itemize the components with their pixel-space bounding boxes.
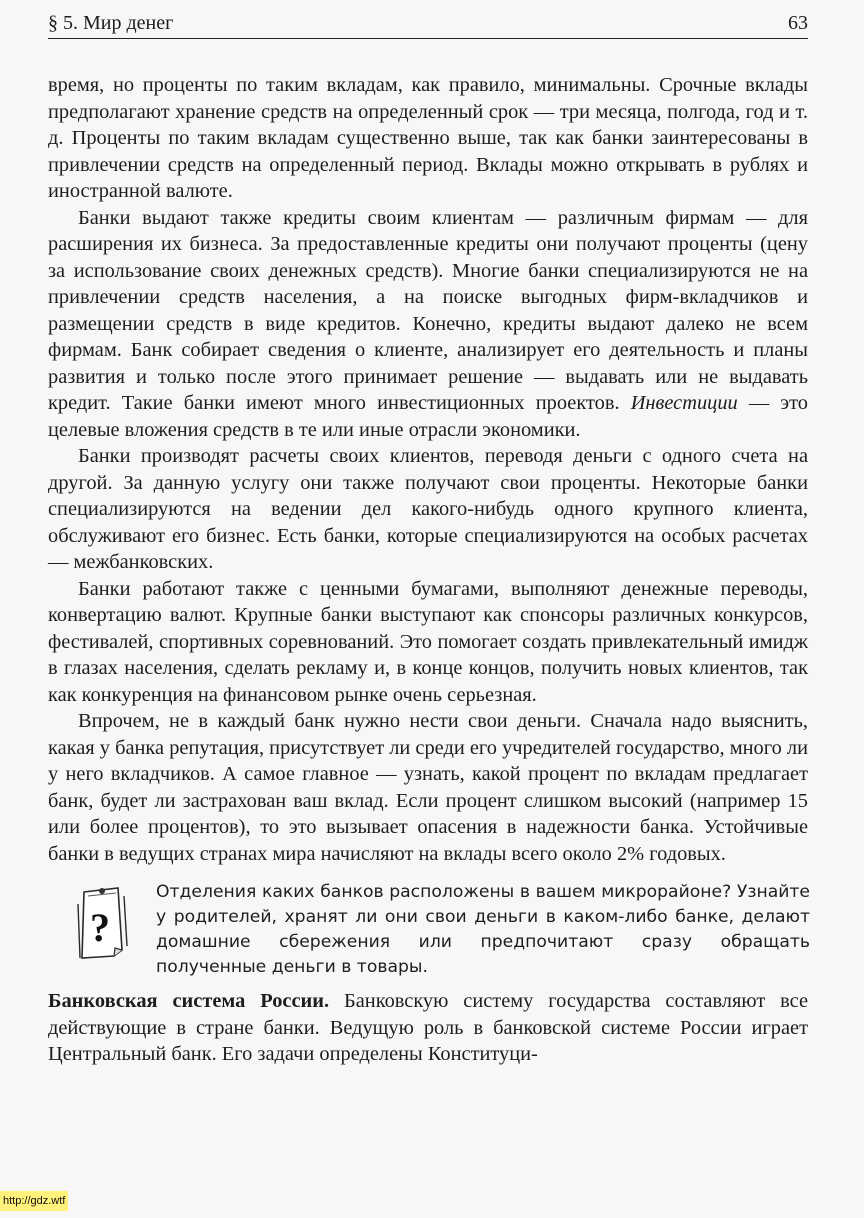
page-header: [48, 8, 808, 39]
banking-system-heading: Банковская система России.: [48, 990, 330, 1012]
question-mark-symbol: ?: [90, 905, 110, 950]
question-block: [48, 880, 808, 978]
section-title: § 5. Мир денег: [48, 12, 174, 34]
paragraph-credits: [48, 205, 808, 444]
paragraph-securities: Банки работают также с ценными бумагами, выполняют денежные переводы, конвертацию валют. Крупные банки выступают как спонсоры различных конкурсов, фестивалей, спортивных соревнований. Это помогает создать привлекательный имидж в глазах населения, сделать рекламу и, в конце концов, получить новых клиентов, так как конкуренция на финансовом рынке очень серьезная.: [48, 577, 808, 706]
paragraph-reputation: Впрочем, не в каждый банк нужно нести свои деньги. Сначала надо выяснить, какая у банка репутация, присутствует ли среди его учредителей государство, много ли у него вкладчиков. А самое главное — узнать, какой процент по вкладам предлагает банк, будет ли застрахован ваш вклад. Если процент слишком высокий (например 15 или более процентов), то это вызывает опасения в надежности банка. Устойчивые банки в ведущих странах мира начисляют на вклады всего около 2% годовых.: [48, 710, 808, 865]
question-note-icon: [70, 884, 132, 962]
paragraph-banking-system: [48, 988, 808, 1068]
watermark-link[interactable]: http://gdz.wtf: [0, 1191, 68, 1211]
question-text: Отделения каких банков расположены в вашем микрорайоне? Узнайте у родителей, хранят ли они свои деньги в каком-либо банке, делают домашние сбережения или предпочитают сразу обращать полученные деньги в товары.: [156, 882, 810, 977]
paragraph-settlements: Банки производят расчеты своих клиентов, переводя деньги с одного счета на другой. За данную услугу они также получают свои проценты. Некоторые банки специализируются на ведении дел какого-нибудь одного крупного клиента, обслуживают его бизнес. Есть банки, которые специализируются на особых расчетах — межбанковских.: [48, 445, 808, 573]
page-number: 63: [788, 12, 808, 34]
banking-system-text: Банковскую систему государства составляют все действующие в стране банки. Ведущую роль в банковской системе России играет Центральный банк. Его задачи определены Конституци-: [48, 990, 808, 1065]
term-investments: Инвестиции: [630, 392, 738, 414]
page-body: [48, 72, 808, 1068]
paragraph-credits-text: Банки выдают также кредиты своим клиентам — различным фирмам — для расширения их бизнеса. За предоставленные кредиты они получают проценты (цену за использование своих денежных средств). Многие банки специализируются не на привлечении средств населения, а на поиске выгодных фирм-вкладчиков и размещении средств в виде кредитов. Конечно, кредиты выдают далеко не всем фирмам. Банк собирает сведения о клиенте, анализирует его деятельность и планы развития и только после этого принимает решение — выдавать или не выдавать кредит. Такие банки имеют много инвестиционных проектов.: [48, 206, 808, 414]
term-definition: — это целевые вложения средств в те или иные отрасли экономики.: [48, 392, 808, 441]
paragraph-deposits: время, но проценты по таким вкладам, как правило, минимальны. Срочные вклады предполагают хранение средств на определенный срок — три месяца, полгода, год и т. д. Проценты по таким вкладам существенно выше, так как банки заинтересованы в привлечении средств на определенный период. Вклады можно открывать в рублях и иностранной валюте.: [48, 74, 808, 202]
